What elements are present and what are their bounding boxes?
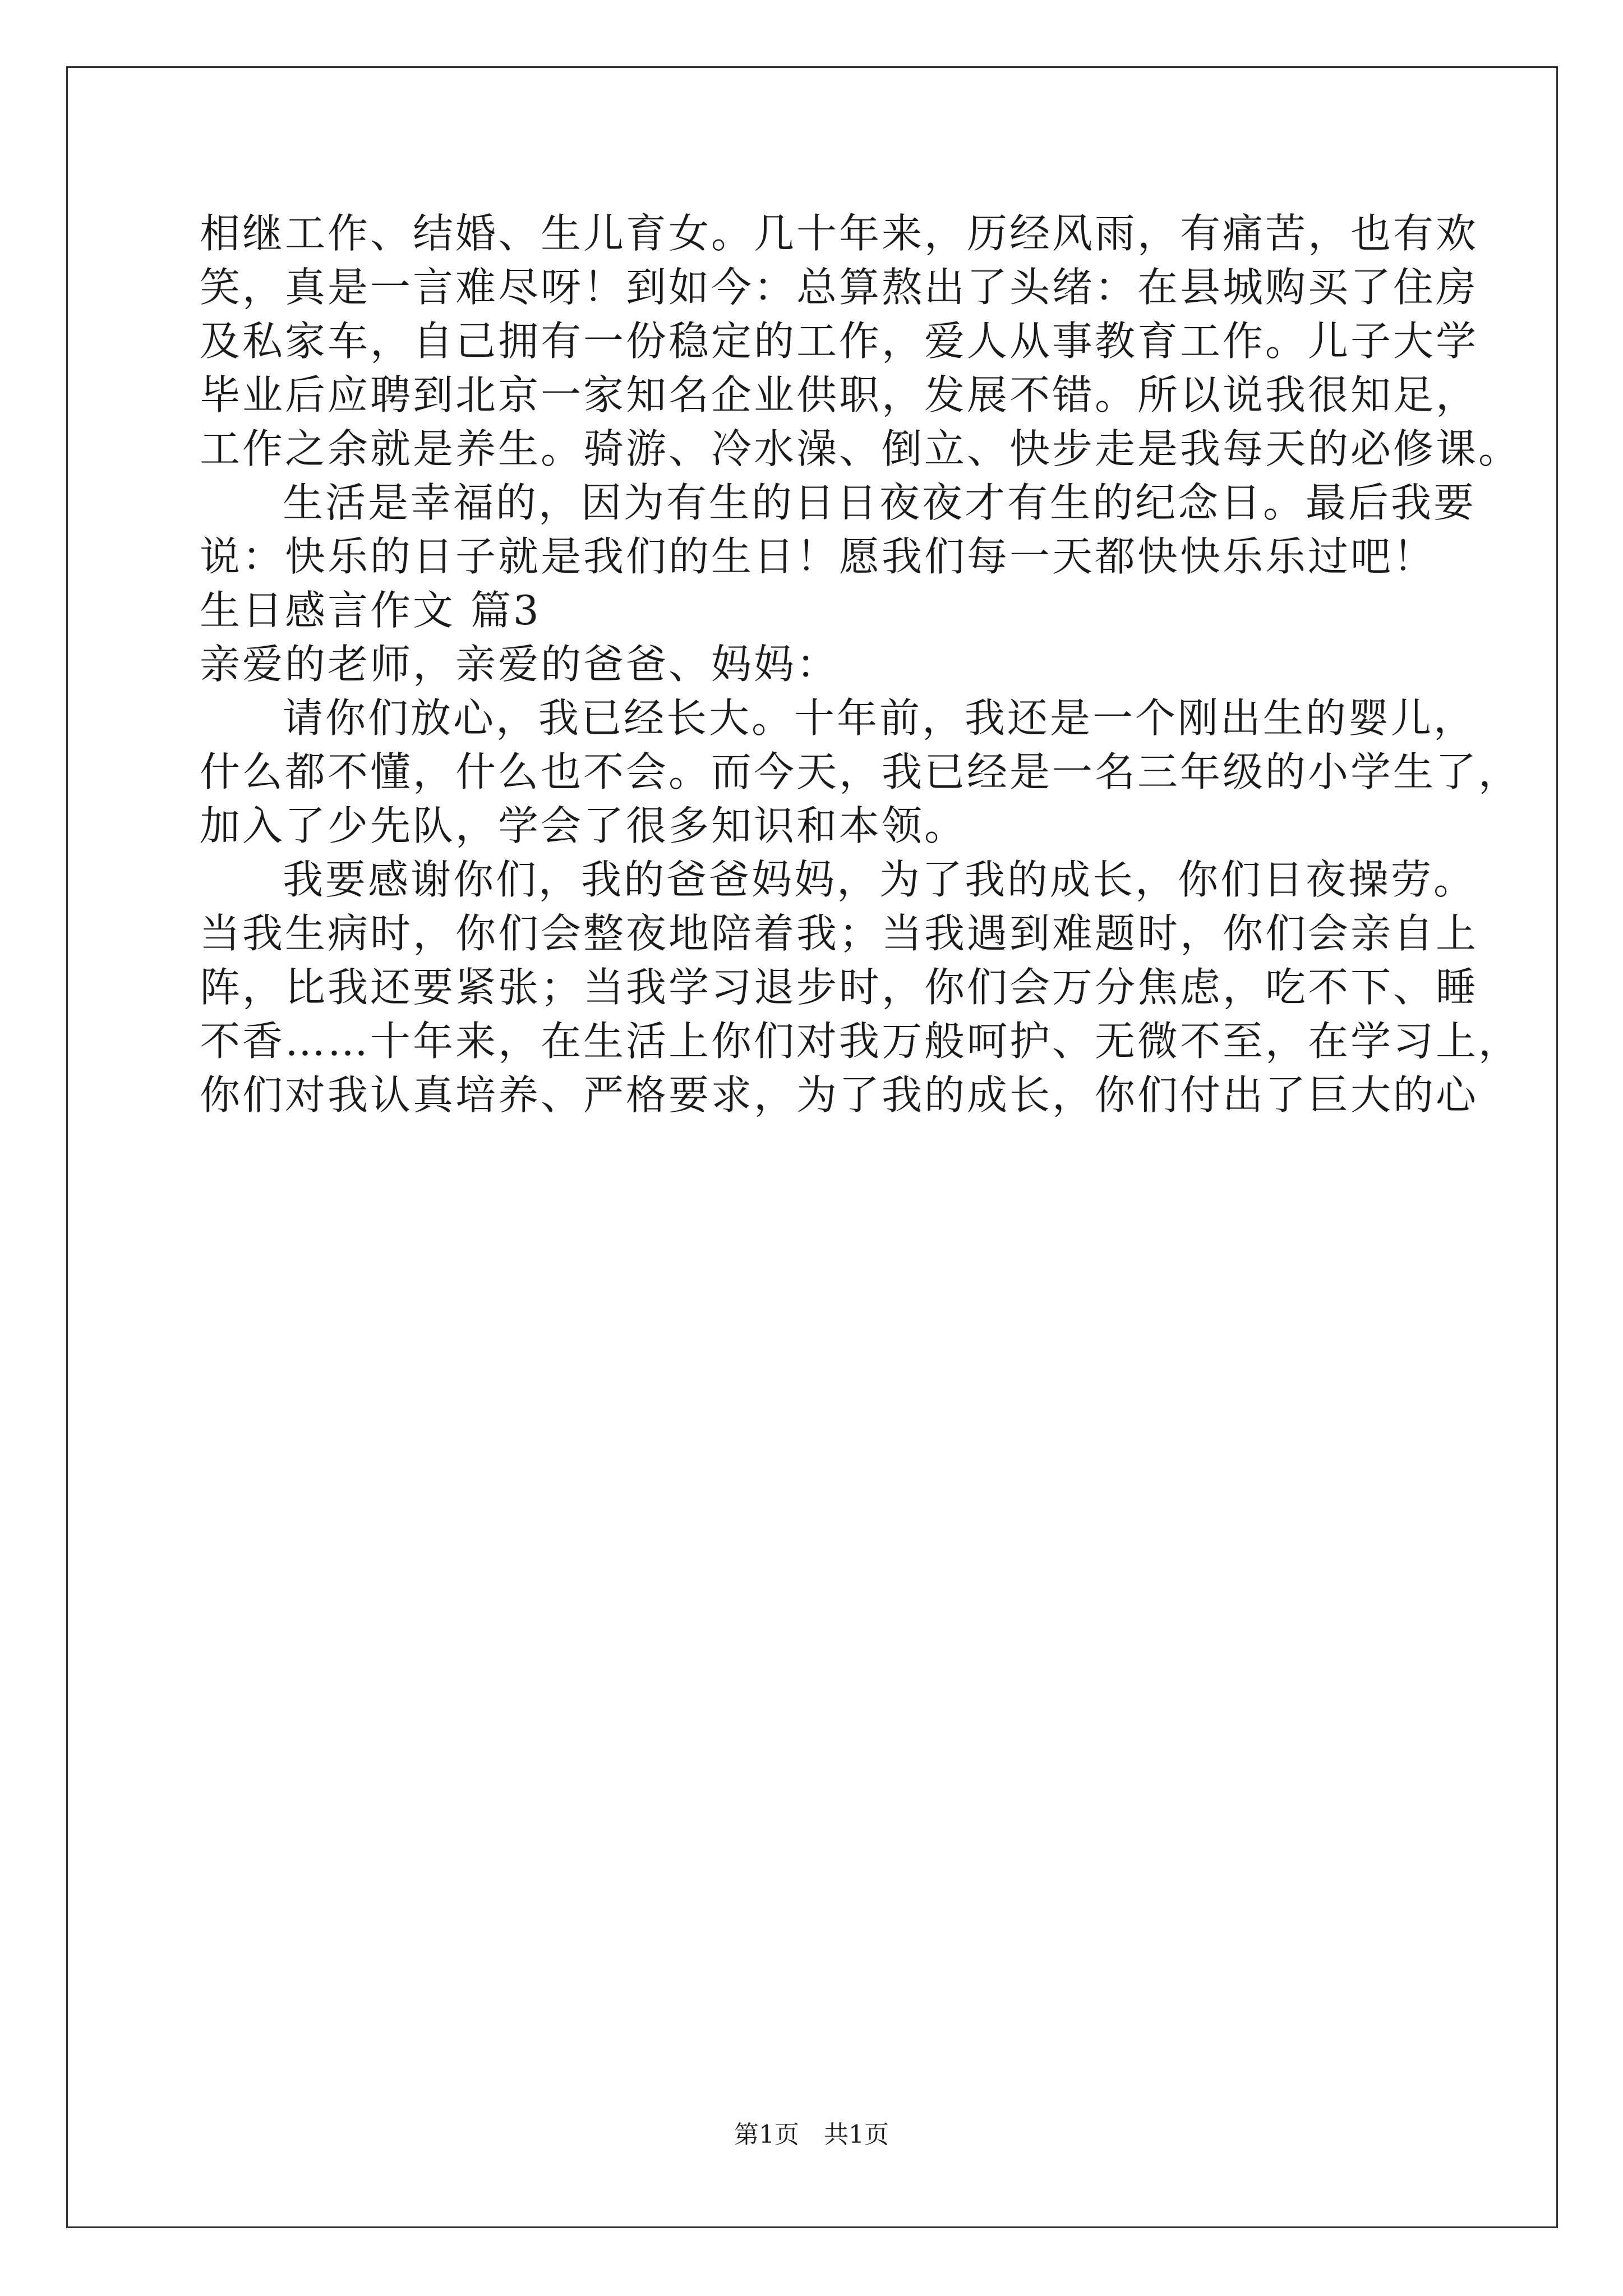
page-number: 第1页	[734, 2120, 799, 2149]
text-line: 不香……十年来，在生活上你们对我万般呵护、无微不至，在学习上，	[200, 1018, 1521, 1065]
text-line: 笑，真是一言难尽呀！到如今：总算熬出了头绪：在县城购买了住房	[200, 264, 1479, 311]
document-body	[200, 206, 1521, 1122]
text-line: 你们对我认真培养、严格要求，为了我的成长，你们付出了巨大的心	[200, 1071, 1479, 1119]
text-line: 当我生病时，你们会整夜地陪着我；当我遇到难题时，你们会亲自上	[200, 910, 1479, 957]
text-line: 生活是幸福的，因为有生的日日夜夜才有生的纪念日。最后我要	[283, 479, 1477, 526]
text-line: 什么都不懂，什么也不会。而今天，我已经是一名三年级的小学生了，	[200, 748, 1521, 795]
text-line: 说：快乐的日子就是我们的生日！愿我们每一天都快快乐乐过吧！	[200, 533, 1436, 580]
text-line: 相继工作、结婚、生儿育女。几十年来，历经风雨，有痛苦，也有欢	[200, 210, 1479, 257]
text-line: 毕业后应聘到北京一家知名企业供职，发展不错。所以说我很知足，	[200, 371, 1479, 418]
page-footer	[0, 2119, 1623, 2151]
text-line: 请你们放心，我已经长大。十年前，我还是一个刚出生的婴儿，	[283, 694, 1477, 742]
page-total: 共1页	[824, 2120, 889, 2149]
section-heading: 生日感言作文 篇3	[200, 587, 541, 634]
text-line: 我要感谢你们，我的爸爸妈妈，为了我的成长，你们日夜操劳。	[283, 856, 1477, 903]
salutation: 亲爱的老师，亲爱的爸爸、妈妈：	[200, 641, 840, 688]
text-line: 及私家车，自己拥有一份稳定的工作，爱人从事教育工作。儿子大学	[200, 318, 1479, 365]
text-line: 阵，比我还要紧张；当我学习退步时，你们会万分焦虑，吃不下、睡	[200, 964, 1479, 1011]
text-line: 工作之余就是养生。骑游、冷水澡、倒立、快步走是我每天的必修课。	[200, 425, 1521, 472]
text-line: 加入了少先队，学会了很多知识和本领。	[200, 802, 967, 849]
